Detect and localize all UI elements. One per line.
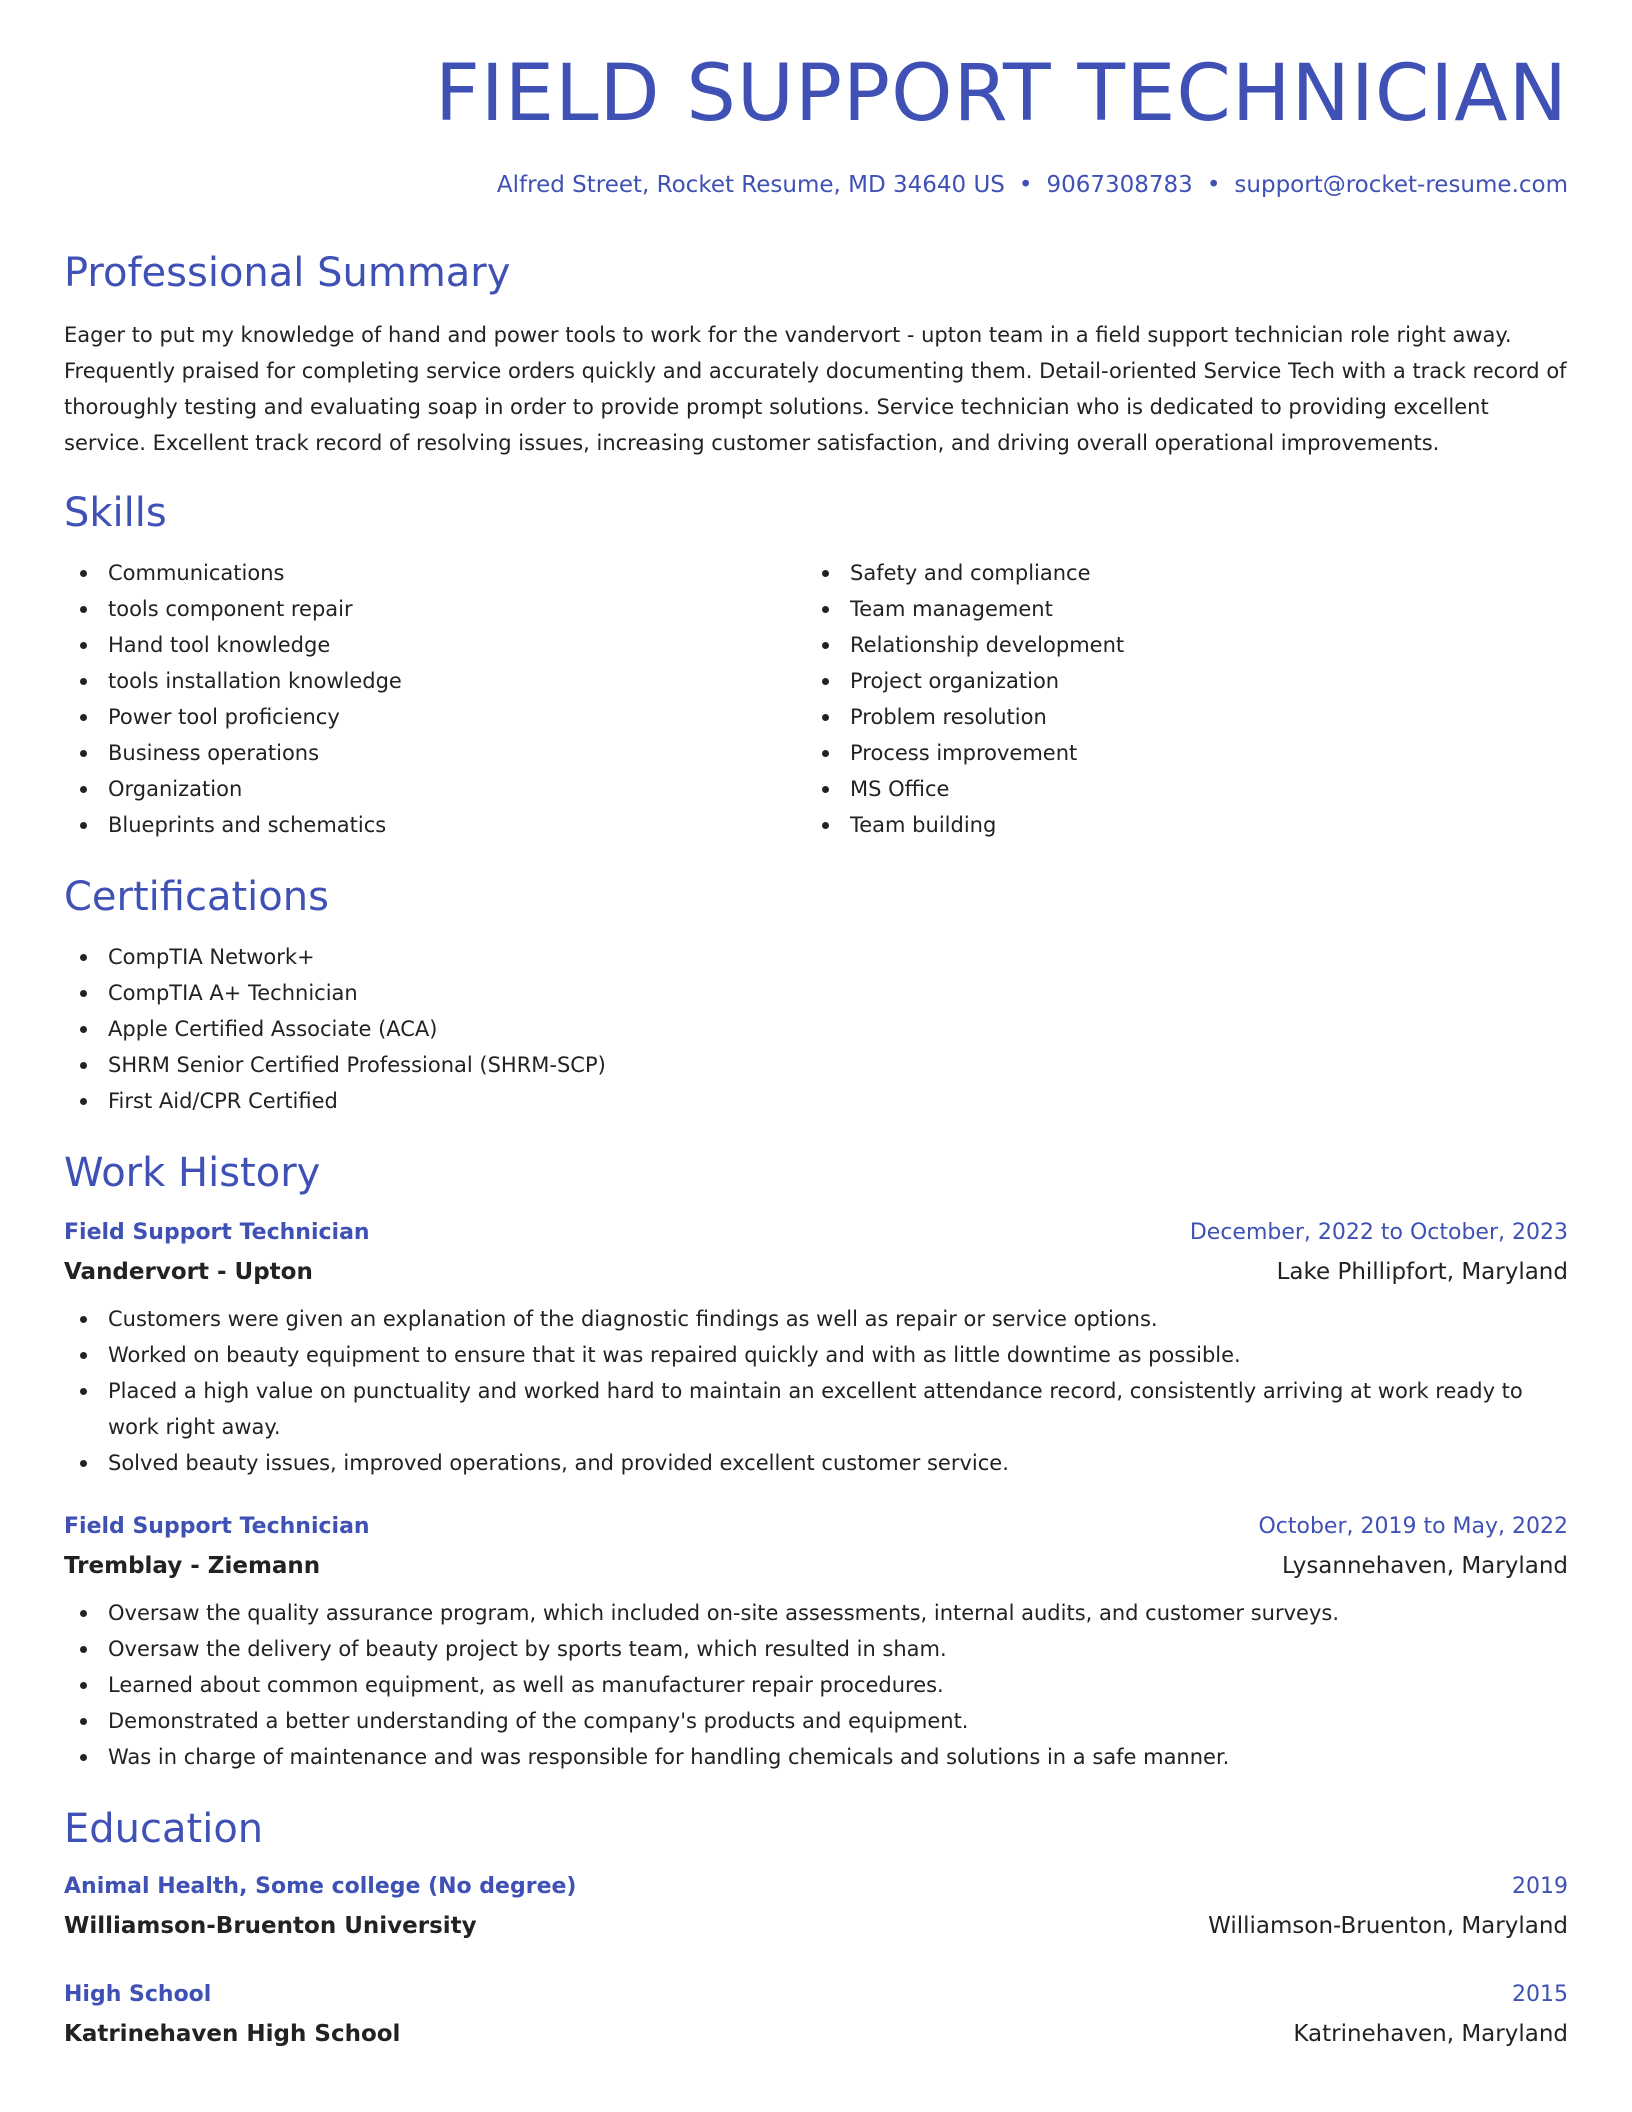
education-location: Katrinehaven, Maryland	[1293, 2020, 1568, 2047]
certifications-heading: Certifications	[64, 873, 329, 920]
job-bullet: Learned about common equipment, as well as manufacturer repair procedures.	[64, 1667, 1568, 1703]
job-company: Tremblay - Ziemann	[64, 1552, 321, 1579]
job-bullets	[64, 1595, 1568, 1775]
job-location: Lysannehaven, Maryland	[1282, 1552, 1568, 1579]
skills-list-left	[64, 555, 806, 843]
skill-item: Power tool proficiency	[64, 699, 806, 735]
job-entry	[64, 1213, 1568, 1481]
skill-item: Team building	[806, 807, 1548, 843]
contact-phone: 9067308783	[1046, 171, 1193, 198]
certification-item: CompTIA Network+	[64, 939, 1568, 975]
job-bullet: Oversaw the delivery of beauty project by sports team, which resulted in sham.	[64, 1631, 1568, 1667]
education-school: Katrinehaven High School	[64, 2020, 401, 2047]
education-entry	[64, 1975, 1568, 2053]
job-bullet: Demonstrated a better understanding of the company's products and equipment.	[64, 1703, 1568, 1739]
job-bullet: Worked on beauty equipment to ensure that it was repaired quickly and with as little downtime as possible.	[64, 1337, 1568, 1373]
education-entry	[64, 1867, 1568, 1945]
contact-address: Alfred Street, Rocket Resume, MD 34640 US	[496, 171, 1005, 198]
job-bullet: Solved beauty issues, improved operations, and provided excellent customer service.	[64, 1445, 1568, 1481]
skill-item: Team management	[806, 591, 1548, 627]
work-history-heading: Work History	[64, 1149, 321, 1196]
contact-line	[64, 171, 1568, 198]
certifications-list	[64, 939, 1568, 1119]
certification-item: First Aid/CPR Certified	[64, 1083, 1568, 1119]
certification-item: Apple Certified Associate (ACA)	[64, 1011, 1568, 1047]
skill-item: Relationship development	[806, 627, 1548, 663]
job-dates: October, 2019 to May, 2022	[1258, 1513, 1568, 1539]
education-school: Williamson-Bruenton University	[64, 1912, 477, 1939]
job-bullet: Customers were given an explanation of the diagnostic findings as well as repair or service options.	[64, 1301, 1568, 1337]
skill-item: MS Office	[806, 771, 1548, 807]
job-bullet: Oversaw the quality assurance program, which included on-site assessments, internal audits, and customer surveys.	[64, 1595, 1568, 1631]
resume-header	[64, 49, 1568, 198]
job-entry	[64, 1507, 1568, 1775]
skill-item: tools installation knowledge	[64, 663, 806, 699]
skills-heading: Skills	[64, 489, 167, 536]
education-degree: High School	[64, 1981, 212, 2007]
skill-item: Business operations	[64, 735, 806, 771]
skill-item: Safety and compliance	[806, 555, 1548, 591]
skill-item: Organization	[64, 771, 806, 807]
skill-item: tools component repair	[64, 591, 806, 627]
education-year: 2015	[1512, 1981, 1568, 2007]
job-bullets	[64, 1301, 1568, 1481]
contact-separator: •	[1018, 171, 1033, 198]
education-degree: Animal Health, Some college (No degree)	[64, 1873, 577, 1899]
job-bullet: Was in charge of maintenance and was responsible for handling chemicals and solutions in a safe manner.	[64, 1739, 1568, 1775]
job-bullet: Placed a high value on punctuality and worked hard to maintain an excellent attendance record, consistently arriving at work ready to work right away.	[64, 1373, 1568, 1445]
skill-item: Process improvement	[806, 735, 1548, 771]
skill-item: Blueprints and schematics	[64, 807, 806, 843]
education-heading: Education	[64, 1805, 264, 1852]
job-role: Field Support Technician	[64, 1219, 370, 1245]
skill-item: Problem resolution	[806, 699, 1548, 735]
skills-columns	[64, 555, 1568, 843]
skills-list-right	[806, 555, 1548, 843]
summary-heading: Professional Summary	[64, 249, 511, 296]
education-year: 2019	[1512, 1873, 1568, 1899]
job-dates: December, 2022 to October, 2023	[1189, 1219, 1568, 1245]
education-location: Williamson-Bruenton, Maryland	[1208, 1912, 1568, 1939]
summary-text: Eager to put my knowledge of hand and power tools to work for the vandervort - upton team in a field support technician role right away. Frequently praised for completing service orders quickly and accurately documenting them. Detail-oriented Service Tech with a track record of thoroughly testing and evaluating soap in order to provide prompt solutions. Service technician who is dedicated to providing excellent service. Excellent track record of resolving issues, increasing customer satisfaction, and driving overall operational improvements.	[64, 322, 1567, 455]
job-role: Field Support Technician	[64, 1513, 370, 1539]
contact-email: support@rocket-resume.com	[1234, 171, 1568, 198]
skill-item: Project organization	[806, 663, 1548, 699]
certification-item: CompTIA A+ Technician	[64, 975, 1568, 1011]
job-title-heading: FIELD SUPPORT TECHNICIAN	[434, 49, 1568, 139]
contact-separator: •	[1206, 171, 1221, 198]
job-company: Vandervort - Upton	[64, 1258, 313, 1285]
job-location: Lake Phillipfort, Maryland	[1276, 1258, 1568, 1285]
skill-item: Hand tool knowledge	[64, 627, 806, 663]
skill-item: Communications	[64, 555, 806, 591]
certification-item: SHRM Senior Certified Professional (SHRM-SCP)	[64, 1047, 1568, 1083]
